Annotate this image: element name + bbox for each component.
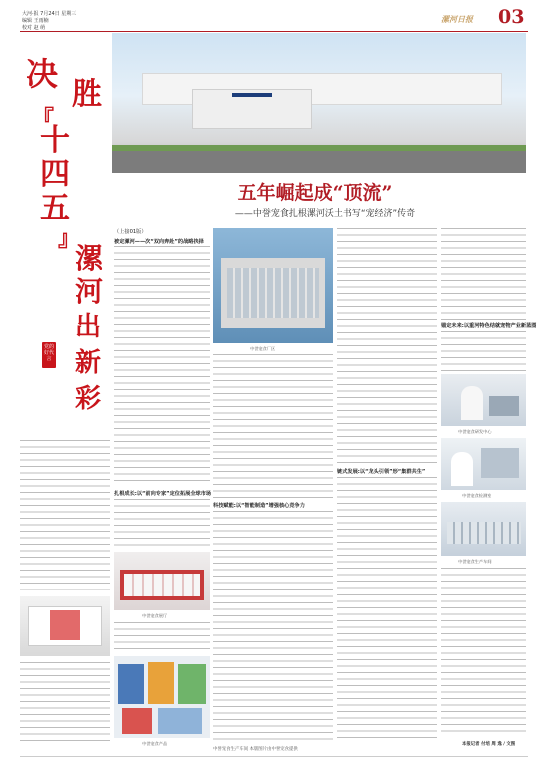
- proof-line: 校对 赵 萌: [22, 25, 46, 31]
- header-rule: [20, 31, 528, 32]
- footer-rule: [20, 756, 528, 757]
- product-box-2: [158, 708, 202, 734]
- masthead-seal: 党的好代言: [42, 342, 56, 368]
- masthead-column-text-b: [20, 662, 110, 742]
- lab-equipment-2: [481, 448, 519, 478]
- caption-lab1: 中誉宠食研发中心: [458, 429, 492, 434]
- masthead-quote-open: 『: [32, 106, 55, 132]
- workshop-photo: [441, 502, 526, 556]
- column-4-text-c: [441, 568, 526, 736]
- column-1-text-b: [114, 499, 210, 549]
- showroom-shelves: [124, 574, 200, 596]
- masthead-char-he: 河: [75, 275, 104, 308]
- column-4-text: [441, 228, 526, 320]
- caption-lab2: 中誉宠食检测室: [462, 493, 492, 498]
- masthead-column-text: [20, 440, 110, 590]
- subheadline: ——中誉宠食扎根漯河沃土书写“宠经济”传奇: [234, 209, 416, 219]
- factory-aerial-photo: [112, 33, 526, 173]
- author-line: 本报记者 付培 周 逸 / 文图: [462, 742, 516, 747]
- section-title-4: 链式发展:以“龙头引领”形“集群共生”: [337, 469, 426, 475]
- section-title-3: 科技赋能:以“智能制造”增强核心竞争力: [213, 503, 305, 509]
- exterior-photo: [213, 228, 333, 343]
- product-bag-1: [118, 664, 144, 704]
- masthead-char-jue: 决: [26, 55, 59, 93]
- column-2-text-b: [213, 511, 333, 743]
- exterior-windows: [227, 268, 319, 318]
- section-title-1: 被定漯河——次“双向奔赴”的战略抉择: [114, 239, 204, 245]
- caption-factory: 中誉宠食厂区: [250, 346, 276, 351]
- masthead-char-si: 四: [40, 157, 70, 192]
- footer-caption: 中誉宠食生产车间 本版图片由中誉宠食提供: [213, 747, 298, 752]
- display-photo: [20, 596, 110, 656]
- masthead-char-shi: 十: [40, 123, 70, 158]
- display-logo: [50, 610, 80, 640]
- showroom-photo: [114, 552, 210, 610]
- caption-workshop: 中誉宠食生产车间: [458, 559, 492, 564]
- lab-worker-2: [451, 452, 473, 486]
- page-number: 03: [498, 6, 525, 28]
- column-4-text-b: [441, 331, 526, 371]
- issue-date: 大河·报 7月24日 星期三: [22, 11, 77, 17]
- masthead-char-sheng: 胜: [72, 77, 102, 112]
- masthead-char-xin: 新: [75, 348, 102, 378]
- caption-office: 中誉宠食展厅: [142, 613, 168, 618]
- column-2-text: [213, 354, 333, 500]
- section-title-2: 扎根成长:以“前向专家”定位拓展全球市场: [114, 491, 212, 497]
- lab-worker-1: [461, 386, 483, 420]
- masthead-char-chu: 出: [75, 312, 102, 342]
- headline: 五年崛起成“顶流”: [237, 182, 393, 204]
- column-3-text: [337, 228, 437, 464]
- editor-line: 编辑 王雨楠: [22, 18, 49, 24]
- lab-photo-1: [441, 374, 526, 426]
- masthead-char-wu: 五: [40, 191, 70, 226]
- building-sign: [232, 93, 272, 97]
- column-3-text-b: [337, 477, 437, 743]
- masthead-char-cai: 彩: [75, 384, 102, 414]
- masthead-quote-close: 』: [58, 226, 81, 252]
- lab-equipment-1: [489, 396, 519, 416]
- caption-products: 中誉宠食产品: [142, 741, 168, 746]
- product-bag-2: [148, 662, 174, 704]
- workshop-line: [447, 522, 521, 544]
- intro-mark: （上接01版）: [114, 229, 147, 235]
- section-title-5: 锚定未来:以重河特色结就宠物产业新蓝图: [441, 323, 537, 329]
- products-photo: [114, 656, 210, 738]
- masthead: [20, 40, 115, 440]
- product-box-1: [122, 708, 152, 734]
- factory-road: [112, 151, 526, 173]
- column-1-text: [114, 246, 210, 486]
- greenbelt: [112, 145, 526, 151]
- brand-name: 漯河日报: [441, 15, 473, 24]
- product-bag-3: [178, 664, 206, 704]
- column-1-text-c: [114, 622, 210, 654]
- masthead-char-luo: 漯: [75, 242, 104, 275]
- lab-photo-2: [441, 438, 526, 490]
